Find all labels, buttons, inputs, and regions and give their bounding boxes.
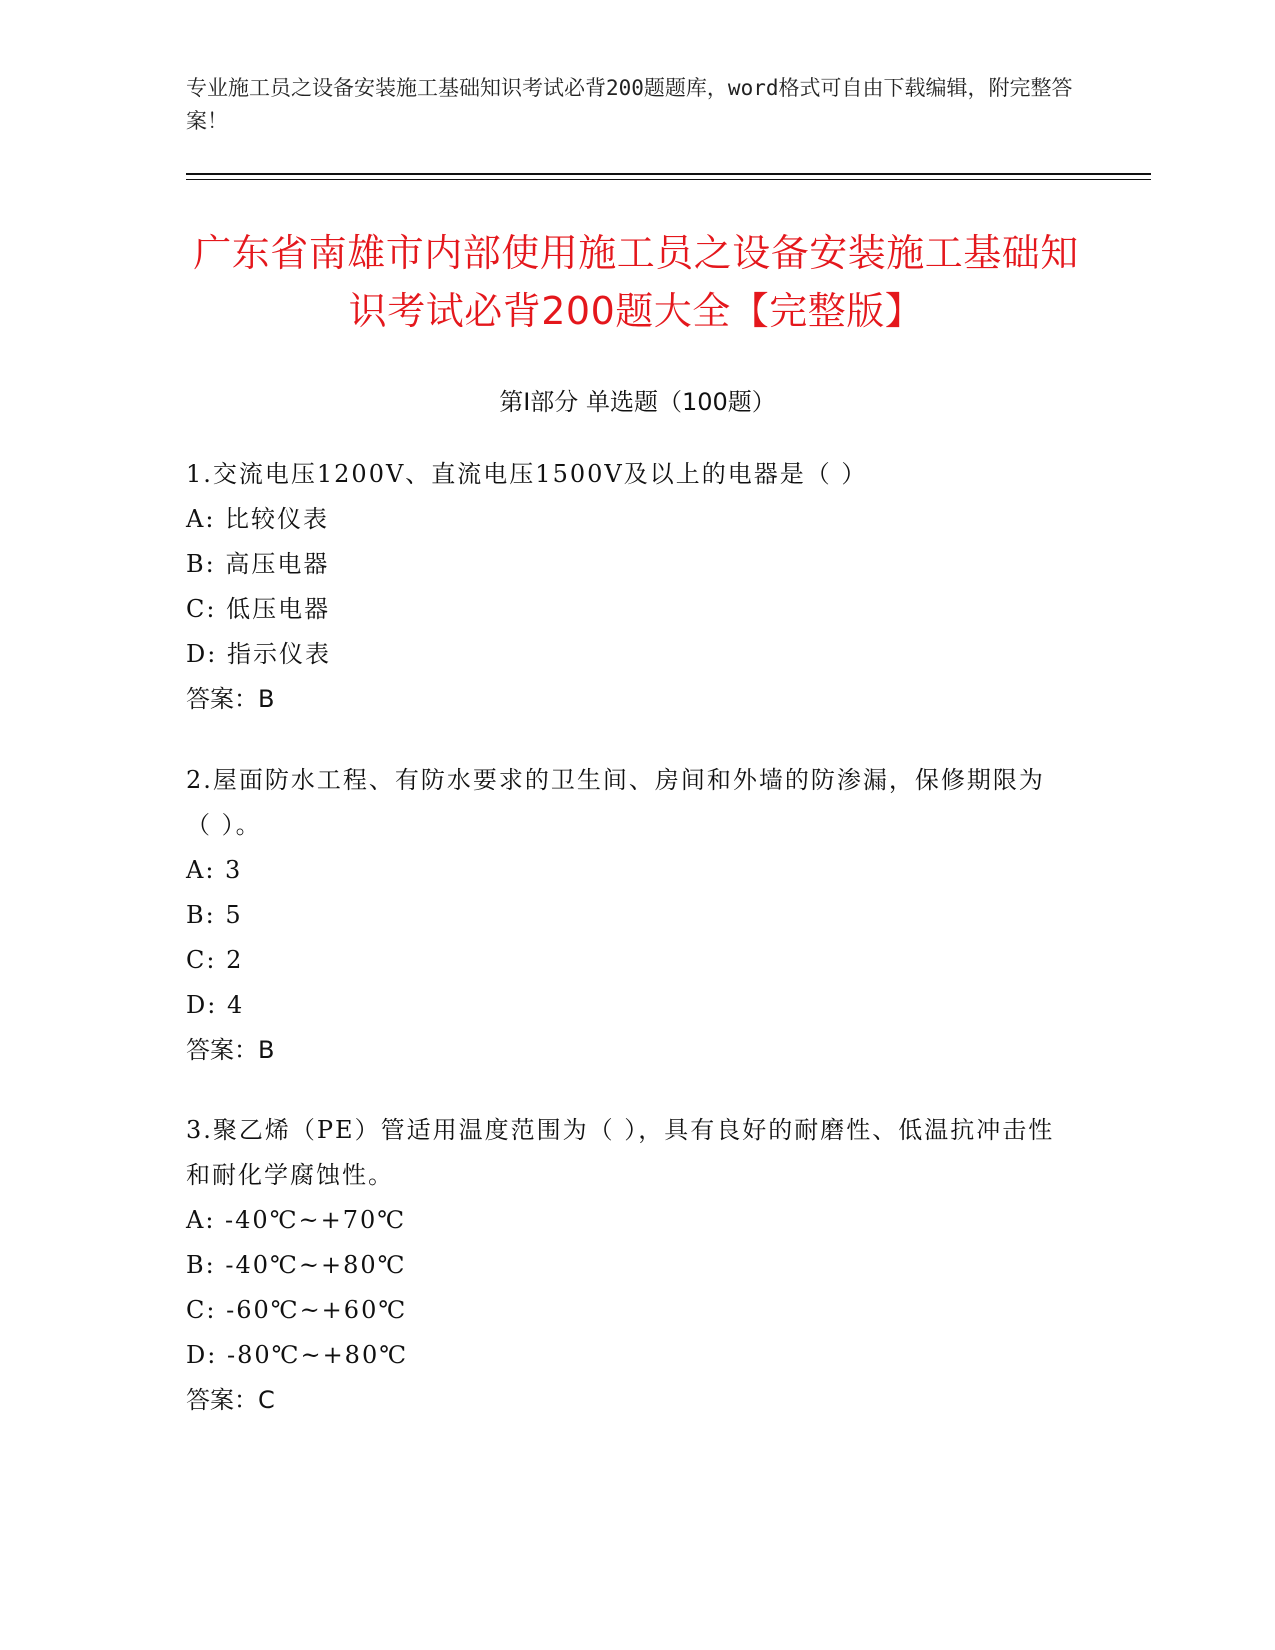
- header-note: 专业施工员之设备安装施工基础知识考试必背200题题库，word格式可自由下载编辑，附完整答案！: [186, 76, 1073, 133]
- option-b: B: 高压电器: [186, 550, 330, 578]
- option-a: A: 3: [186, 856, 243, 884]
- option-b: B: 5: [186, 901, 243, 929]
- option-a: A: 比较仪表: [186, 505, 330, 533]
- option-b: B: -40℃~+80℃: [186, 1251, 407, 1279]
- question-3: [186, 1108, 1066, 1423]
- option-d: D: 指示仪表: [186, 640, 331, 668]
- option-d: D: -80℃~+80℃: [186, 1341, 409, 1369]
- option-a: A: -40℃~+70℃: [186, 1206, 407, 1234]
- question-stem: 3.聚乙烯（PE）管适用温度范围为（ ），具有良好的耐磨性、低温抗冲击性和耐化学腐蚀性。: [186, 1116, 1055, 1189]
- answer: 答案：B: [186, 1036, 275, 1064]
- header-divider-top: [186, 173, 1151, 175]
- option-c: C: 低压电器: [186, 595, 331, 623]
- question-2: [186, 758, 1066, 1073]
- document-title: 广东省南雄市内部使用施工员之设备安装施工基础知识考试必背200题大全【完整版】: [193, 231, 1079, 333]
- section-heading: 第Ⅰ部分 单选题（100题）: [499, 388, 776, 416]
- answer: 答案：B: [186, 685, 275, 713]
- option-d: D: 4: [186, 991, 245, 1019]
- option-c: C: 2: [186, 946, 244, 974]
- answer: 答案：C: [186, 1386, 275, 1414]
- option-c: C: -60℃~+60℃: [186, 1296, 408, 1324]
- question-stem: 2.屋面防水工程、有防水要求的卫生间、房间和外墙的防渗漏，保修期限为（ ）。: [186, 766, 1045, 839]
- header-divider-bottom: [186, 179, 1151, 180]
- question-stem: 1.交流电压1200V、直流电压1500V及以上的电器是（ ）: [186, 460, 868, 488]
- question-1: [186, 452, 1066, 722]
